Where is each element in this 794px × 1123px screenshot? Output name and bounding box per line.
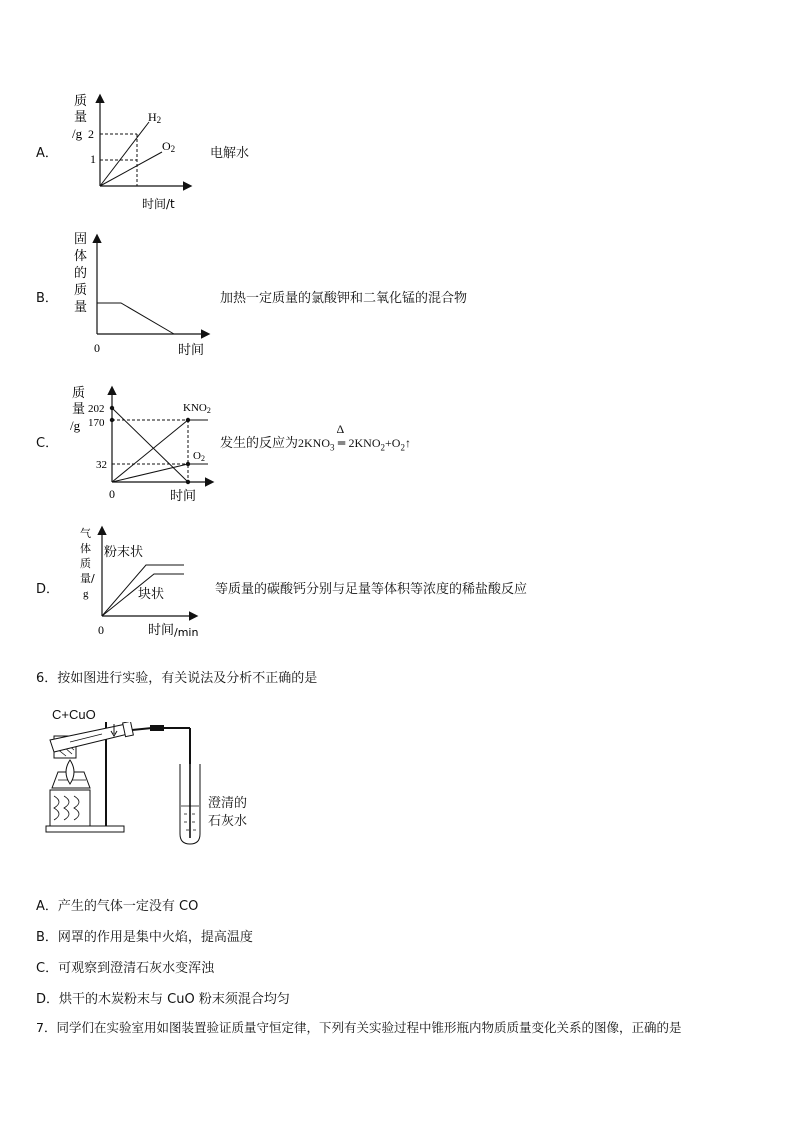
chart-a-series-o2: O2 (162, 139, 176, 154)
option-b-desc: 加热一定质量的氯酸钾和二氧化锰的混合物 (220, 291, 468, 306)
chart-c-tick-32: 32 (96, 459, 107, 471)
option-a-desc: 电解水 (210, 146, 250, 161)
chart-b-ylabel-4: 质 (74, 283, 88, 298)
chart-d-ylabel-3: 质 (80, 557, 91, 570)
chart-c-tick-170: 170 (88, 417, 105, 429)
apparatus-diagram (40, 722, 220, 846)
question-7-stem: 7．同学们在实验室用如图装置验证质量守恒定律，下列有关实验过程中锥形瓶内物质质量变化关系的图像，正确的是 (36, 1020, 682, 1035)
option-c-desc-prefix: 发生的反应为 (220, 436, 299, 451)
limewater-label-line-1: 澄清的 (208, 796, 248, 811)
chart-c-series-kno2: KNO2 (183, 402, 211, 415)
chart-a-ylabel-1: 质 (74, 94, 88, 109)
equation-right: $2KNO_2+O_2↑$ (348, 436, 411, 453)
chart-c-origin: 0 (109, 487, 115, 501)
option-b-letter[interactable]: B． (36, 291, 58, 306)
chart-d-origin: 0 (98, 623, 104, 637)
chart-d-xlabel: 时间/min (148, 623, 199, 639)
lamp-body (50, 790, 90, 826)
question-6-choice-a[interactable]: A．产生的气体一定没有 CO (36, 899, 199, 914)
chart-a-ylabel-3: /g (72, 126, 83, 141)
chart-a-tick-2: 2 (88, 127, 94, 141)
option-c-letter[interactable]: C． (36, 436, 59, 451)
option-c-desc (220, 422, 411, 453)
chart-d-ylabel-4: 量/ (80, 572, 95, 585)
chart-a-series-h2: H2 (148, 110, 162, 125)
chart-d-series-lump: 块状 (138, 587, 165, 602)
chart-d-series-powder: 粉末状 (104, 545, 144, 560)
question-6-choice-d[interactable]: D．烘干的木炭粉末与 CuO 粉末须混合均匀 (36, 992, 290, 1007)
chart-c-ylabel-1: 质 (72, 386, 86, 401)
chart-d-ylabel-1: 气 (80, 527, 91, 540)
chart-d-ylabel-2: 体 (80, 542, 91, 555)
chart-b-ylabel-1: 固 (74, 232, 88, 247)
chart-b-origin: 0 (94, 341, 100, 355)
chart-c (66, 382, 226, 504)
limewater-label-line-2: 石灰水 (208, 814, 248, 829)
chart-a-line-o2 (100, 152, 162, 186)
equation-left: $2KNO_3$ (298, 436, 335, 453)
question-6-choice-b[interactable]: B．网罩的作用是集中火焰，提高温度 (36, 930, 253, 945)
chart-c-point (186, 418, 190, 422)
chart-c-ylabel-3: /g (70, 418, 81, 433)
chart-b-xlabel: 时间 (178, 343, 205, 358)
chart-a (66, 88, 206, 212)
chart-d (66, 522, 214, 644)
limewater-label (208, 795, 247, 831)
chart-c-point (110, 418, 114, 422)
equation-heat-sign: Δ ═ (336, 422, 346, 450)
chart-c-tick-202: 202 (88, 403, 105, 415)
test-tube (50, 724, 128, 752)
option-d-desc: 等质量的碳酸钙分别与足量等体积等浓度的稀盐酸反应 (215, 582, 528, 597)
stand-base (46, 826, 124, 832)
chart-c-line-reactant (112, 408, 188, 482)
chart-b-ylabel-2: 体 (74, 249, 88, 264)
apparatus-label-reactants: C+CuO (52, 707, 96, 722)
chart-a-xlabel: 时间/t (142, 197, 175, 211)
chart-a-line-h2 (100, 122, 149, 186)
option-d-letter[interactable]: D． (36, 582, 60, 597)
chart-c-ylabel-2: 量 (72, 402, 86, 417)
chart-c-xlabel: 时间 (170, 489, 197, 504)
option-a-letter[interactable]: A． (36, 146, 58, 161)
chart-b-ylabel-3: 的 (74, 266, 88, 281)
chart-c-point (186, 462, 190, 466)
chart-b (66, 226, 216, 362)
rubber-joint (150, 725, 164, 731)
chart-b-line (97, 303, 174, 334)
chart-a-tick-1: 1 (90, 152, 96, 166)
chart-a-ylabel-2: 量 (74, 110, 88, 125)
chart-c-point (186, 480, 190, 484)
chart-d-ylabel-5: g (83, 588, 89, 600)
chart-b-ylabel-5: 量 (74, 300, 88, 315)
question-6-stem: 6．按如图进行实验，有关说法及分析不正确的是 (36, 671, 318, 686)
chart-c-point (110, 406, 114, 410)
chart-c-series-o2: O2 (193, 450, 205, 463)
question-6-choice-c[interactable]: C．可观察到澄清石灰水变浑浊 (36, 961, 215, 976)
